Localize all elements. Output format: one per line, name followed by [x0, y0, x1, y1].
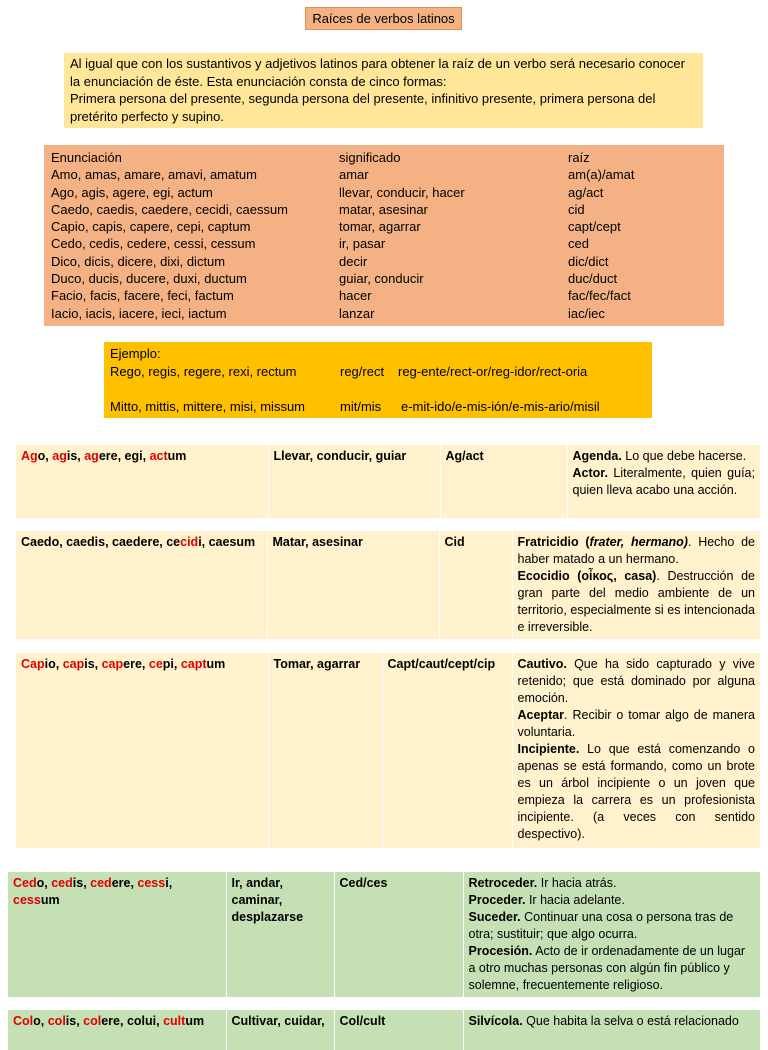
example-derivatives: e-mit-ido/e-mis-ión/e-mis-ario/misil [401, 398, 600, 414]
detail-enunciation: Caedo, caedis, caedere, cecidi, caesum [16, 531, 267, 639]
verb-table [44, 145, 724, 326]
detail-meaning: Ir, andar, caminar, desplazarse [226, 872, 334, 997]
verb-row [44, 218, 724, 235]
example-box [104, 342, 652, 418]
verb-row [44, 287, 724, 304]
verb-row [44, 184, 724, 201]
verb-meaning: ir, pasar [339, 236, 386, 252]
verb-enunciation: Duco, ducis, ducere, duxi, ductum [51, 271, 247, 287]
example-definition: Lo que debe hacerse. [621, 449, 747, 463]
intro-box [64, 53, 703, 128]
detail-root: Ag/act [440, 445, 567, 518]
detail-table-colo [8, 1010, 760, 1050]
verb-enunciation: Iacio, iacis, iacere, ieci, iactum [51, 305, 227, 321]
detail-meaning: Llevar, conducir, guiar [268, 445, 440, 518]
verb-enunciation: Ago, agis, agere, egi, actum [51, 184, 213, 200]
verb-meaning: amar [339, 167, 369, 183]
detail-meaning: Matar, asesinar [267, 531, 439, 639]
header-raiz: raíz [568, 150, 590, 165]
verb-row [44, 253, 724, 270]
example-definition: Ir hacia adelante. [525, 893, 625, 907]
example-definition: Ir hacia atrás. [537, 876, 617, 890]
detail-examples [463, 1010, 760, 1050]
verb-meaning: guiar, conducir [339, 271, 424, 287]
example-word: Suceder. [468, 910, 521, 924]
detail-examples [567, 445, 760, 518]
intro-line: Primera persona del presente, segunda persona del presente, infinitivo presente, primera persona del [70, 91, 656, 106]
example-row [104, 398, 652, 416]
verb-meaning: decir [339, 253, 368, 269]
detail-enunciation: Ago, agis, agere, egi, actum [16, 445, 268, 518]
example-enunciation: Rego, regis, regere, rexi, rectum [110, 363, 297, 379]
verb-root: am(a)/amat [568, 167, 635, 183]
detail-table-cedo [8, 872, 760, 997]
detail-root: Col/cult [334, 1010, 463, 1050]
verb-row [44, 166, 724, 183]
detail-enunciation: Colo, colis, colere, colui, cultum [8, 1010, 226, 1050]
example-word: Ecocidio (οἶκος, casa) [517, 569, 657, 583]
example-word: Actor. [572, 466, 608, 480]
example-derivatives: reg-ente/rect-or/reg-idor/rect-oria [398, 363, 588, 379]
example-word: Proceder. [468, 893, 526, 907]
example-word: Fratricidio ( [517, 535, 590, 549]
detail-meaning: Cultivar, cuidar, [226, 1010, 334, 1050]
verb-root: iac/iec [568, 305, 605, 321]
detail-examples [463, 872, 760, 997]
page-title: Raíces de verbos latinos [305, 7, 462, 30]
example-word: Incipiente. [517, 742, 580, 756]
example-word: Agenda. [572, 449, 622, 463]
verb-enunciation: Caedo, caedis, caedere, cecidi, caessum [51, 201, 289, 217]
verb-meaning: lanzar [339, 305, 375, 321]
example-word: Procesión. [468, 944, 533, 958]
detail-table-capio [16, 653, 760, 848]
verb-enunciation: Dico, dicis, dicere, dixi, dictum [51, 253, 226, 269]
example-word: Aceptar [517, 708, 565, 722]
detail-root: Capt/caut/cept/cip [382, 653, 512, 848]
intro-line: Al igual que con los sustantivos y adjetivos latinos para obtener la raíz de un verbo será necesario conocer [70, 56, 685, 71]
intro-line: pretérito perfecto y supino. [70, 108, 224, 124]
example-word: Silvícola. [468, 1014, 523, 1028]
intro-line: la enunciación de éste. Esta enunciación consta de cinco formas: [70, 73, 447, 89]
verb-enunciation: Cedo, cedis, cedere, cessi, cessum [51, 236, 256, 252]
verb-row [44, 201, 724, 218]
verb-root: duc/duct [568, 271, 618, 287]
example-definition: Acto de ir ordenadamente de un lugar a otro muchas personas con algún fin público y solemne, frecuentemente religioso. [468, 944, 746, 992]
example-enunciation: Mitto, mittis, mittere, misi, missum [110, 398, 306, 414]
verb-enunciation: Facio, facis, facere, feci, factum [51, 288, 234, 304]
example-word: Retroceder. [468, 876, 538, 890]
verb-root: ced [568, 236, 589, 252]
example-definition: Literalmente, quien guía; quien lleva acabo una acción. [572, 466, 755, 497]
example-root: reg/rect [340, 363, 385, 379]
verb-row [44, 305, 724, 322]
example-definition: Que ha sido capturado y vive retenido; que está dominado por alguna emoción. [517, 657, 755, 705]
example-word: Cautivo. [517, 657, 567, 671]
detail-enunciation: Capio, capis, capere, cepi, captum [16, 653, 268, 848]
verb-meaning: hacer [339, 288, 372, 304]
example-label: Ejemplo: [110, 346, 161, 361]
detail-table-caedo [16, 531, 760, 639]
verb-root: capt/cept [568, 219, 621, 235]
verb-enunciation: Amo, amas, amare, amavi, amatum [51, 167, 257, 183]
verb-root: ag/act [568, 184, 604, 200]
detail-root: Cid [439, 531, 512, 639]
example-word-italic: frater, hermano) [589, 535, 688, 549]
detail-meaning: Tomar, agarrar [268, 653, 382, 848]
detail-examples [512, 653, 760, 848]
example-definition: Continuar una cosa o persona tras de otra; sustituir; que algo ocurra. [468, 910, 734, 941]
detail-root: Ced/ces [334, 872, 463, 997]
example-definition: . Recibir o tomar algo de manera voluntaria. [517, 708, 755, 739]
verb-root: dic/dict [568, 253, 609, 269]
header-enunciacion: Enunciación [51, 150, 122, 165]
verb-root: fac/fec/fact [568, 288, 631, 304]
detail-examples [512, 531, 760, 639]
example-root: mit/mis [340, 398, 382, 414]
verb-meaning: tomar, agarrar [339, 219, 421, 235]
example-definition: Que habita la selva o está relacionado [522, 1014, 739, 1028]
verb-table-header [44, 149, 724, 166]
verb-meaning: llevar, conducir, hacer [339, 184, 465, 200]
example-definition: . Hecho de haber matado a un hermano. [517, 535, 755, 566]
header-significado: significado [339, 150, 401, 165]
example-row [104, 363, 652, 381]
verb-row [44, 235, 724, 252]
verb-meaning: matar, asesinar [339, 201, 428, 217]
example-definition: . Destrucción de gran parte del medio ambiente de un territorio, especialmente si es intencionada e irreversible. [517, 569, 755, 634]
verb-root: cid [568, 201, 585, 217]
example-definition: Lo que está comenzando o apenas se está formando, como un brote es un árbol incipiente o un joven que empieza la carrera es un profesionista incipiente. (a veces con sentido despectivo). [517, 742, 755, 841]
verb-enunciation: Capio, capis, capere, cepi, captum [51, 219, 251, 235]
verb-row [44, 270, 724, 287]
detail-enunciation: Cedo, cedis, cedere, cessi, cessum [8, 872, 226, 997]
detail-table-ago [16, 445, 760, 518]
